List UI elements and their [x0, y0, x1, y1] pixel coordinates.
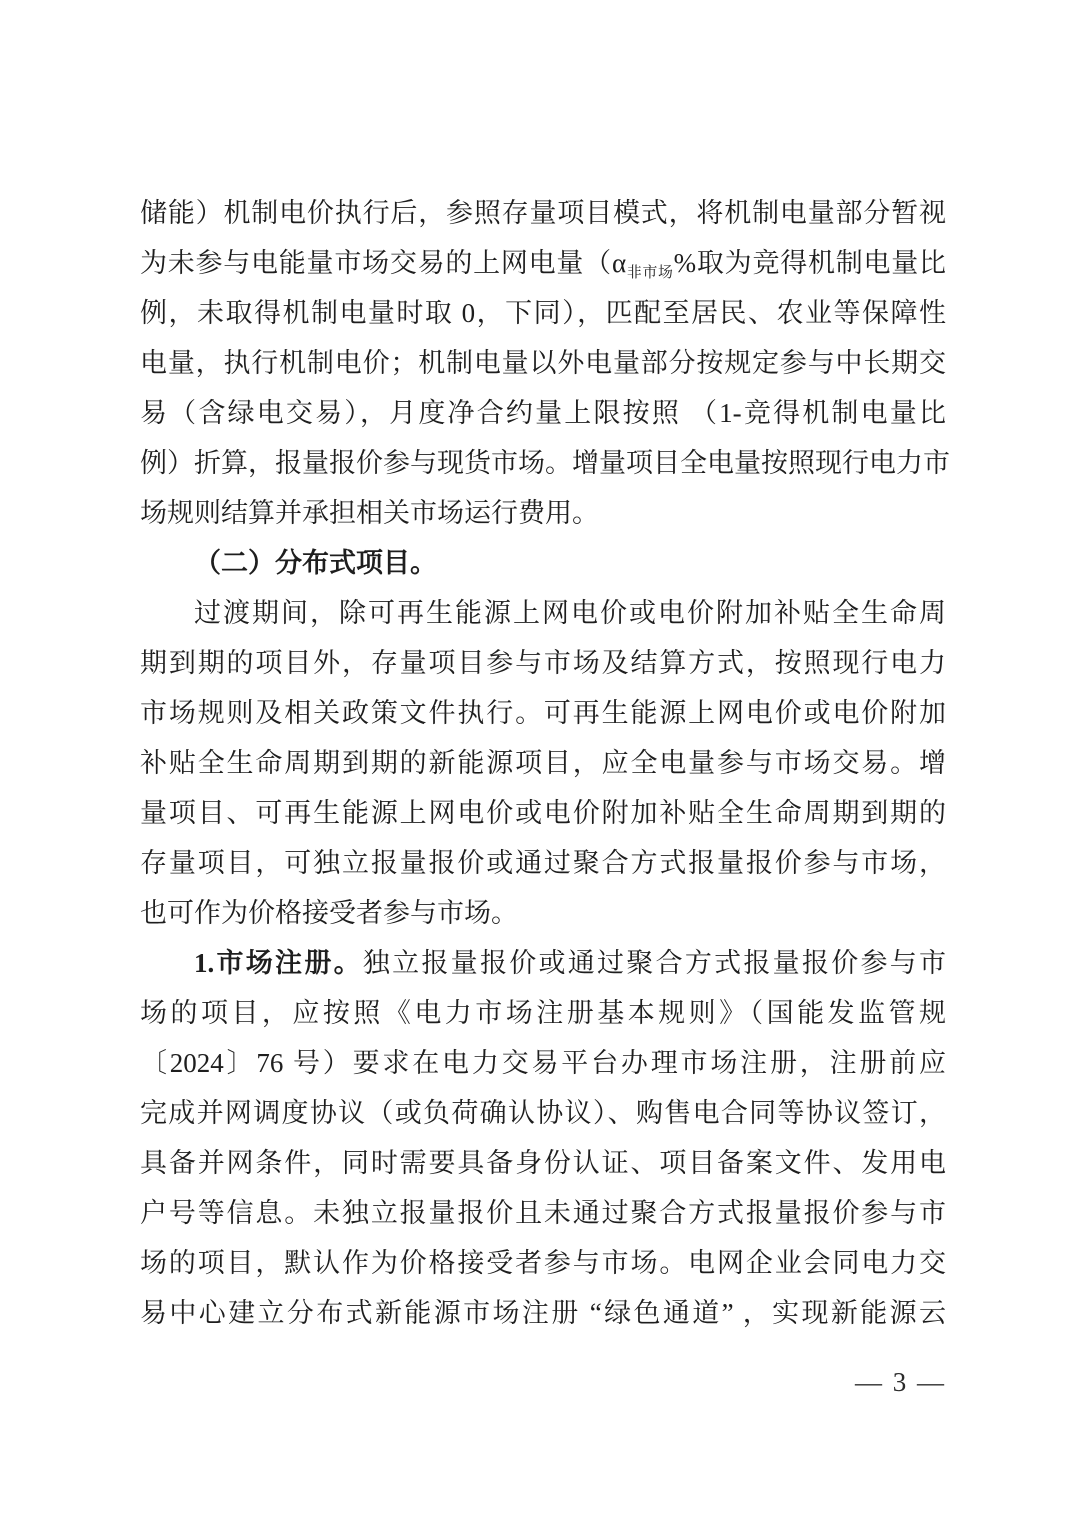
text-line	[140, 438, 950, 488]
text-segment: 量项目、可再生能源上网电价或电价附加补贴全生命周期到期的	[140, 798, 946, 828]
text-segment: 过渡期间，除可再生能源上网电价或电价附加补贴全生命周	[194, 598, 946, 628]
text-line	[140, 188, 946, 238]
bold-text-segment: （二）分布式项目。	[194, 548, 437, 578]
text-line	[140, 638, 946, 688]
text-segment: 例，未取得机制电量时取 0，下同），匹配至居民、农业等保障性	[140, 298, 946, 328]
text-segment: 场的项目，应按照《电力市场注册基本规则》（国能发监管规	[140, 998, 946, 1028]
text-segment: 易（含绿电交易），月度净合约量上限按照 （1-竞得机制电量比	[140, 398, 946, 428]
text-line	[140, 238, 946, 288]
text-line	[140, 1188, 946, 1238]
text-line	[140, 788, 946, 838]
text-line	[140, 888, 946, 938]
text-line	[140, 338, 946, 388]
text-line	[140, 988, 946, 1038]
text-line	[140, 1138, 946, 1188]
text-line	[140, 588, 946, 638]
text-line	[140, 538, 946, 588]
text-segment: 具备并网条件，同时需要具备身份认证、项目备案文件、发用电	[140, 1148, 946, 1178]
text-line	[140, 1238, 946, 1288]
text-line	[140, 288, 946, 338]
text-segment: 市场规则及相关政策文件执行。可再生能源上网电价或电价附加	[140, 698, 946, 728]
text-segment: %取为竞得机制电量比	[673, 248, 947, 278]
text-segment: 储能）机制电价执行后，参照存量项目模式，将机制电量部分暂视	[140, 198, 946, 228]
text-segment: α	[611, 248, 627, 278]
text-segment: 易中心建立分布式新能源市场注册 “绿色通道” ，实现新能源云	[140, 1298, 946, 1328]
text-segment: 电量，执行机制电价；机制电量以外电量部分按规定参与中长期交	[140, 348, 946, 378]
text-segment: 存量项目，可独立报量报价或通过聚合方式报量报价参与市场，	[140, 848, 946, 878]
text-line	[140, 1038, 946, 1088]
text-line	[140, 938, 946, 988]
text-segment: 场规则结算并承担相关市场运行费用。	[140, 498, 599, 528]
alpha-subscript-label: 非市场	[626, 265, 674, 282]
text-line	[140, 688, 946, 738]
text-column	[140, 188, 950, 1338]
text-segment: 户号等信息。未独立报量报价且未通过聚合方式报量报价参与市	[140, 1198, 946, 1228]
text-line	[140, 838, 946, 888]
text-segment: 〔2024〕76 号）要求在电力交易平台办理市场注册，注册前应	[140, 1048, 946, 1078]
text-line	[140, 388, 946, 438]
text-line	[140, 1288, 946, 1338]
text-line	[140, 488, 946, 538]
text-segment: 也可作为价格接受者参与市场。	[140, 898, 518, 928]
text-segment: 完成并网调度协议（或负荷确认协议）、购售电合同等协议签订，	[140, 1098, 946, 1128]
text-segment: 为未参与电能量市场交易的上网电量（	[140, 248, 612, 278]
text-segment: 期到期的项目外，存量项目参与市场及结算方式，按照现行电力	[140, 648, 946, 678]
text-segment: 补贴全生命周期到期的新能源项目，应全电量参与市场交易。增	[140, 748, 946, 778]
bold-text-segment: 1.市场注册。	[194, 948, 363, 978]
page-number: — 3 —	[855, 1367, 946, 1397]
text-segment: 独立报量报价或通过聚合方式报量报价参与市	[362, 948, 947, 978]
text-segment: 场的项目，默认作为价格接受者参与市场。电网企业会同电力交	[140, 1248, 946, 1278]
text-segment: 例）折算，报量报价参与现货市场。增量项目全电量按照现行电力市	[140, 448, 950, 478]
text-line	[140, 738, 946, 788]
text-line	[140, 1088, 946, 1138]
